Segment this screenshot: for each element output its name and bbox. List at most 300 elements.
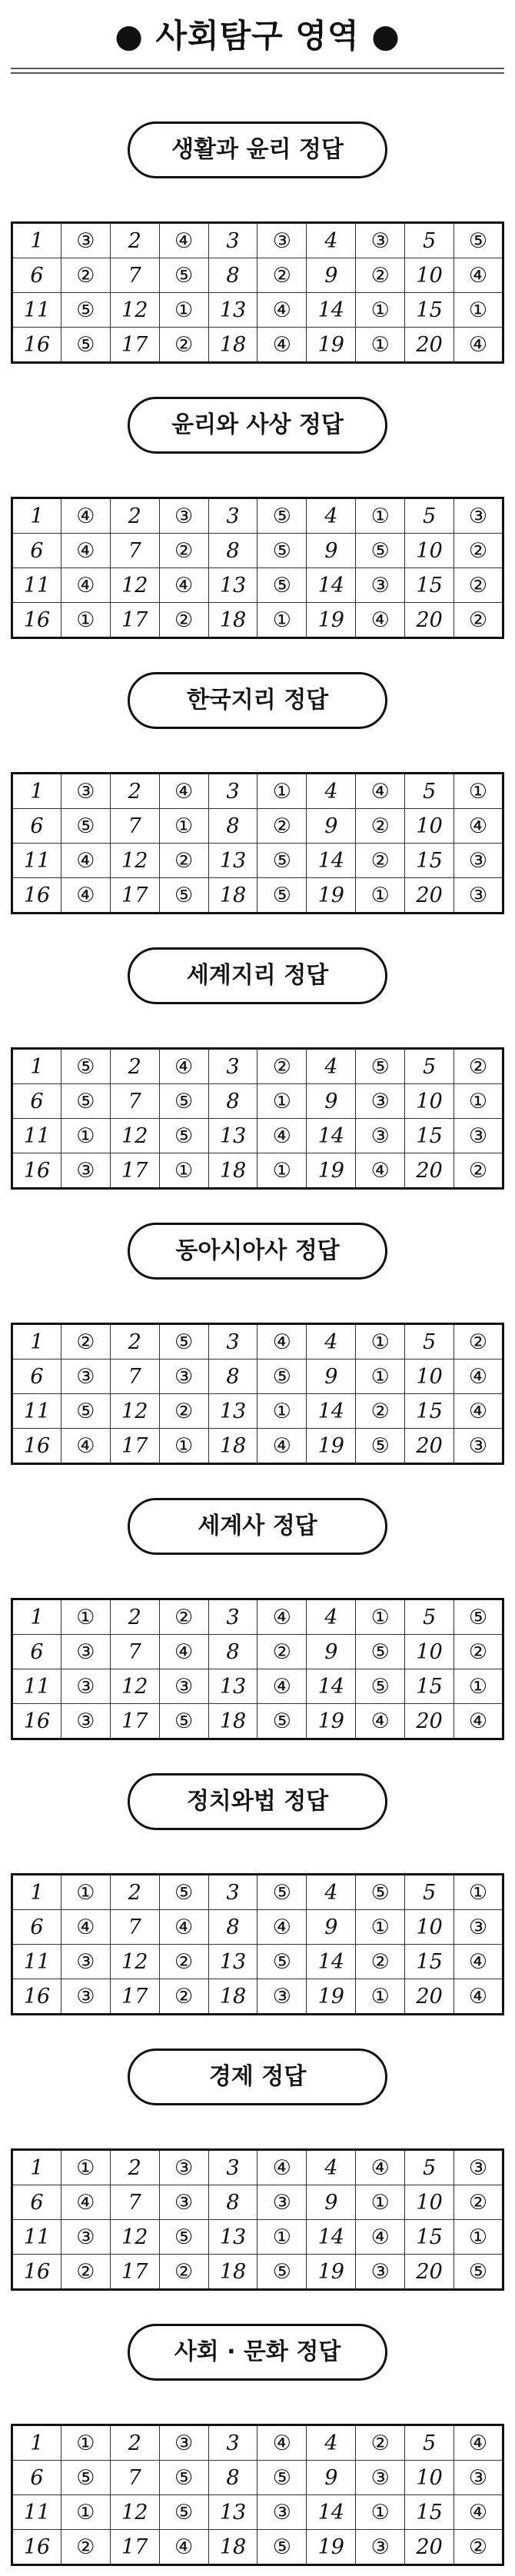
answer-cell: ① — [356, 498, 405, 534]
question-number: 18 — [208, 1429, 258, 1464]
answer-cell: ④ — [159, 774, 208, 809]
answer-cell: ② — [356, 1945, 405, 1979]
answer-cell: ① — [61, 2425, 110, 2461]
answer-cell: ③ — [61, 1979, 110, 2015]
answer-cell: ③ — [159, 498, 208, 534]
answer-cell: ③ — [61, 1360, 110, 1394]
question-number: 20 — [405, 2530, 454, 2565]
answer-cell: ② — [454, 1153, 503, 1189]
answer-cell: ③ — [61, 1635, 110, 1669]
answer-cell: ② — [454, 1049, 503, 1084]
header-rule-top — [11, 68, 504, 69]
answer-cell: ④ — [454, 1394, 503, 1429]
question-number: 11 — [12, 2220, 61, 2255]
question-number: 18 — [208, 2255, 258, 2290]
answer-cell: ② — [356, 258, 405, 293]
question-number: 4 — [307, 2425, 356, 2461]
question-number: 17 — [110, 2255, 159, 2290]
section-title: 정치와법 정답 — [128, 1773, 387, 1830]
question-number: 7 — [110, 258, 159, 293]
table-row — [12, 2255, 503, 2290]
answer-cell: ① — [356, 2185, 405, 2220]
question-number: 15 — [405, 568, 454, 603]
answer-cell: ⑤ — [258, 568, 307, 603]
question-number: 15 — [405, 293, 454, 328]
answer-cell: ① — [454, 1084, 503, 1119]
question-number: 19 — [307, 1429, 356, 1464]
answer-cell: ② — [159, 1945, 208, 1979]
table-row — [12, 809, 503, 844]
question-number: 3 — [208, 1049, 258, 1084]
answer-cell: ③ — [258, 2495, 307, 2530]
question-number: 12 — [110, 844, 159, 878]
question-number: 4 — [307, 1324, 356, 1360]
answer-cell: ④ — [454, 328, 503, 363]
question-number: 1 — [12, 223, 61, 258]
question-number: 8 — [208, 1635, 258, 1669]
table-row — [12, 878, 503, 914]
question-number: 2 — [110, 498, 159, 534]
question-number: 17 — [110, 1979, 159, 2015]
answer-section — [11, 121, 504, 374]
answer-cell: ④ — [258, 1119, 307, 1153]
answer-cell: ⑤ — [258, 844, 307, 878]
question-number: 2 — [110, 1324, 159, 1360]
answer-cell: ⑤ — [356, 1669, 405, 1704]
question-number: 5 — [405, 223, 454, 258]
question-number: 5 — [405, 1049, 454, 1084]
question-number: 4 — [307, 1599, 356, 1635]
answer-cell: ⑤ — [159, 1119, 208, 1153]
answer-cell: ④ — [356, 774, 405, 809]
answer-cell: ⑤ — [159, 1704, 208, 1739]
question-number: 7 — [110, 2185, 159, 2220]
answer-table — [11, 497, 504, 639]
question-number: 5 — [405, 1875, 454, 1910]
question-number: 10 — [405, 1910, 454, 1945]
question-number: 8 — [208, 1910, 258, 1945]
answer-cell: ④ — [454, 1704, 503, 1739]
question-number: 9 — [307, 1910, 356, 1945]
answer-cell: ③ — [61, 1945, 110, 1979]
answer-cell: ⑤ — [159, 1324, 208, 1360]
question-number: 16 — [12, 1704, 61, 1739]
answer-cell: ⑤ — [356, 1635, 405, 1669]
question-number: 14 — [307, 1669, 356, 1704]
question-number: 11 — [12, 2495, 61, 2530]
question-number: 16 — [12, 1153, 61, 1189]
question-number: 17 — [110, 2530, 159, 2565]
table-row — [12, 1875, 503, 1910]
answer-cell: ② — [61, 258, 110, 293]
question-number: 5 — [405, 774, 454, 809]
question-number: 11 — [12, 1669, 61, 1704]
section-title: 경제 정답 — [128, 2048, 387, 2105]
question-number: 16 — [12, 1979, 61, 2015]
question-number: 2 — [110, 2150, 159, 2185]
answer-cell: ④ — [258, 1599, 307, 1635]
question-number: 18 — [208, 1153, 258, 1189]
answer-cell: ④ — [258, 2425, 307, 2461]
answer-cell: ④ — [258, 1324, 307, 1360]
answer-cell: ③ — [61, 1704, 110, 1739]
question-number: 16 — [12, 2530, 61, 2565]
question-number: 18 — [208, 603, 258, 638]
question-number: 5 — [405, 1324, 454, 1360]
question-number: 12 — [110, 293, 159, 328]
table-row — [12, 2495, 503, 2530]
question-number: 4 — [307, 498, 356, 534]
question-number: 10 — [405, 1360, 454, 1394]
question-number: 3 — [208, 1324, 258, 1360]
question-number: 7 — [110, 1635, 159, 1669]
question-number: 14 — [307, 1945, 356, 1979]
question-number: 7 — [110, 809, 159, 844]
question-number: 6 — [12, 2185, 61, 2220]
question-number: 14 — [307, 568, 356, 603]
answer-cell: ⑤ — [159, 2461, 208, 2495]
question-number: 14 — [307, 1119, 356, 1153]
table-row — [12, 1599, 503, 1635]
answer-cell: ② — [159, 534, 208, 568]
table-row — [12, 1429, 503, 1464]
answer-cell: ④ — [258, 2150, 307, 2185]
answer-section — [11, 2048, 504, 2301]
answer-cell: ⑤ — [159, 1084, 208, 1119]
answer-cell: ④ — [454, 1360, 503, 1394]
answer-cell: ③ — [61, 223, 110, 258]
answer-cell: ③ — [258, 1979, 307, 2015]
question-number: 20 — [405, 878, 454, 914]
question-number: 10 — [405, 1084, 454, 1119]
answer-cell: ③ — [356, 2530, 405, 2565]
table-row — [12, 1119, 503, 1153]
answer-cell: ④ — [258, 1910, 307, 1945]
answer-cell: ① — [61, 2495, 110, 2530]
question-number: 18 — [208, 2530, 258, 2565]
table-row — [12, 1979, 503, 2015]
question-number: 8 — [208, 809, 258, 844]
question-number: 20 — [405, 1429, 454, 1464]
question-number: 9 — [307, 1084, 356, 1119]
answer-cell: ② — [356, 809, 405, 844]
answer-cell: ③ — [258, 223, 307, 258]
question-number: 19 — [307, 2255, 356, 2290]
question-number: 17 — [110, 603, 159, 638]
question-number: 19 — [307, 878, 356, 914]
question-number: 9 — [307, 1360, 356, 1394]
answer-cell: ⑤ — [61, 2461, 110, 2495]
answer-cell: ② — [159, 603, 208, 638]
answer-table — [11, 1598, 504, 1740]
question-number: 10 — [405, 809, 454, 844]
answer-section — [11, 1498, 504, 1750]
question-number: 6 — [12, 1360, 61, 1394]
answer-cell: ⑤ — [258, 2530, 307, 2565]
section-title: 동아시아사 정답 — [128, 1223, 387, 1280]
answer-cell: ① — [61, 603, 110, 638]
table-row — [12, 534, 503, 568]
question-number: 1 — [12, 1324, 61, 1360]
question-number: 17 — [110, 878, 159, 914]
answer-cell: ③ — [454, 1910, 503, 1945]
table-row — [12, 2185, 503, 2220]
answer-cell: ⑤ — [356, 534, 405, 568]
question-number: 7 — [110, 1910, 159, 1945]
answer-section — [11, 672, 504, 924]
page-title-text: 사회탐구 영역 — [155, 17, 360, 55]
answer-cell: ① — [159, 1429, 208, 1464]
question-number: 20 — [405, 1979, 454, 2015]
table-row — [12, 1324, 503, 1360]
question-number: 13 — [208, 1119, 258, 1153]
answer-cell: ① — [159, 293, 208, 328]
answer-cell: ④ — [356, 603, 405, 638]
answer-cell: ② — [258, 258, 307, 293]
question-number: 8 — [208, 534, 258, 568]
answer-cell: ③ — [61, 1153, 110, 1189]
question-number: 10 — [405, 2185, 454, 2220]
answer-cell: ③ — [454, 844, 503, 878]
question-number: 13 — [208, 1394, 258, 1429]
answer-cell: ① — [356, 1910, 405, 1945]
question-number: 13 — [208, 1945, 258, 1979]
answer-cell: ⑤ — [258, 1360, 307, 1394]
answer-section — [11, 1223, 504, 1475]
question-number: 6 — [12, 2461, 61, 2495]
question-number: 15 — [405, 1394, 454, 1429]
answer-cell: ④ — [454, 809, 503, 844]
question-number: 15 — [405, 844, 454, 878]
answer-cell: ④ — [61, 568, 110, 603]
answer-cell: ④ — [61, 534, 110, 568]
question-number: 8 — [208, 1084, 258, 1119]
answer-cell: ⑤ — [258, 1704, 307, 1739]
answer-table — [11, 2424, 504, 2566]
question-number: 18 — [208, 1979, 258, 2015]
section-title: 한국지리 정답 — [128, 672, 387, 729]
question-number: 2 — [110, 1875, 159, 1910]
answer-cell: ④ — [258, 328, 307, 363]
question-number: 3 — [208, 2425, 258, 2461]
answer-cell: ③ — [61, 774, 110, 809]
question-number: 12 — [110, 1119, 159, 1153]
question-number: 12 — [110, 2495, 159, 2530]
question-number: 5 — [405, 2150, 454, 2185]
answer-cell: ⑤ — [258, 878, 307, 914]
question-number: 20 — [405, 603, 454, 638]
question-number: 13 — [208, 293, 258, 328]
answer-cell: ⑤ — [61, 1049, 110, 1084]
answer-cell: ⑤ — [61, 1084, 110, 1119]
question-number: 1 — [12, 1599, 61, 1635]
answer-cell: ⑤ — [61, 293, 110, 328]
question-number: 13 — [208, 2220, 258, 2255]
table-row — [12, 1394, 503, 1429]
question-number: 7 — [110, 1084, 159, 1119]
question-number: 19 — [307, 2530, 356, 2565]
question-number: 2 — [110, 1599, 159, 1635]
answer-cell: ④ — [61, 498, 110, 534]
answer-cell: ⑤ — [258, 2461, 307, 2495]
section-title: 사회 · 문화 정답 — [128, 2324, 387, 2381]
question-number: 13 — [208, 2495, 258, 2530]
answer-cell: ② — [258, 1635, 307, 1669]
answer-cell: ⑤ — [258, 534, 307, 568]
answer-table — [11, 1323, 504, 1465]
question-number: 4 — [307, 1049, 356, 1084]
question-number: 16 — [12, 878, 61, 914]
answer-table — [11, 772, 504, 914]
question-number: 10 — [405, 258, 454, 293]
answer-cell: ④ — [61, 878, 110, 914]
table-row — [12, 1084, 503, 1119]
answer-cell: ⑤ — [61, 328, 110, 363]
answer-cell: ④ — [159, 223, 208, 258]
question-number: 13 — [208, 1669, 258, 1704]
section-title: 세계사 정답 — [128, 1498, 387, 1555]
bullet-right: ● — [371, 17, 400, 55]
question-number: 8 — [208, 1360, 258, 1394]
answer-cell: ② — [61, 1324, 110, 1360]
answer-cell: ② — [454, 1324, 503, 1360]
answer-cell: ② — [454, 568, 503, 603]
answer-cell: ④ — [61, 1429, 110, 1464]
answer-cell: ② — [356, 1394, 405, 1429]
question-number: 11 — [12, 1394, 61, 1429]
question-number: 16 — [12, 2255, 61, 2290]
answer-cell: ③ — [454, 2461, 503, 2495]
question-number: 12 — [110, 1394, 159, 1429]
table-row — [12, 258, 503, 293]
question-number: 10 — [405, 1635, 454, 1669]
answer-cell: ④ — [159, 1049, 208, 1084]
answer-cell: ④ — [454, 2495, 503, 2530]
table-row — [12, 1635, 503, 1669]
answer-cell: ③ — [454, 2150, 503, 2185]
question-number: 9 — [307, 2185, 356, 2220]
table-row — [12, 1910, 503, 1945]
question-number: 1 — [12, 1049, 61, 1084]
question-number: 12 — [110, 1669, 159, 1704]
question-number: 9 — [307, 2461, 356, 2495]
question-number: 15 — [405, 2495, 454, 2530]
answer-cell: ② — [159, 328, 208, 363]
table-row — [12, 844, 503, 878]
question-number: 19 — [307, 328, 356, 363]
answer-cell: ② — [258, 1049, 307, 1084]
answer-cell: ① — [61, 1599, 110, 1635]
question-number: 16 — [12, 328, 61, 363]
answer-cell: ④ — [61, 844, 110, 878]
answer-cell: ③ — [454, 878, 503, 914]
question-number: 8 — [208, 258, 258, 293]
answer-cell: ① — [258, 1153, 307, 1189]
question-number: 2 — [110, 223, 159, 258]
question-number: 6 — [12, 1635, 61, 1669]
question-number: 20 — [405, 1153, 454, 1189]
question-number: 14 — [307, 293, 356, 328]
question-number: 5 — [405, 1599, 454, 1635]
question-number: 6 — [12, 1910, 61, 1945]
question-number: 11 — [12, 1945, 61, 1979]
section-title: 세계지리 정답 — [128, 947, 387, 1004]
answer-cell: ③ — [356, 223, 405, 258]
question-number: 16 — [12, 603, 61, 638]
question-number: 9 — [307, 1635, 356, 1669]
table-row — [12, 293, 503, 328]
question-number: 14 — [307, 2220, 356, 2255]
question-number: 20 — [405, 328, 454, 363]
question-number: 12 — [110, 568, 159, 603]
answer-table — [11, 1047, 504, 1190]
answer-cell: ② — [61, 2255, 110, 2290]
answer-cell: ② — [454, 534, 503, 568]
question-number: 19 — [307, 1979, 356, 2015]
answer-cell: ④ — [61, 1910, 110, 1945]
answer-cell: ② — [159, 844, 208, 878]
answer-cell: ④ — [258, 293, 307, 328]
question-number: 6 — [12, 809, 61, 844]
answer-cell: ① — [356, 293, 405, 328]
question-number: 8 — [208, 2185, 258, 2220]
question-number: 7 — [110, 2461, 159, 2495]
answer-cell: ④ — [159, 2530, 208, 2565]
answer-cell: ⑤ — [159, 878, 208, 914]
question-number: 20 — [405, 2255, 454, 2290]
answer-cell: ① — [258, 1084, 307, 1119]
answer-section — [11, 2324, 504, 2576]
table-row — [12, 2425, 503, 2461]
answer-cell: ③ — [61, 1669, 110, 1704]
question-number: 19 — [307, 603, 356, 638]
question-number: 18 — [208, 1704, 258, 1739]
table-row — [12, 1153, 503, 1189]
answer-cell: ① — [258, 774, 307, 809]
answer-cell: ① — [454, 2220, 503, 2255]
answer-cell: ④ — [454, 1945, 503, 1979]
table-row — [12, 774, 503, 809]
answer-cell: ⑤ — [454, 1599, 503, 1635]
answer-cell: ⑤ — [159, 2495, 208, 2530]
answer-cell: ① — [356, 328, 405, 363]
answer-cell: ① — [356, 1324, 405, 1360]
question-number: 6 — [12, 1084, 61, 1119]
question-number: 4 — [307, 223, 356, 258]
answer-cell: ① — [61, 1119, 110, 1153]
page-title — [11, 11, 504, 62]
answer-cell: ⑤ — [159, 2220, 208, 2255]
answer-cell: ④ — [258, 1429, 307, 1464]
question-number: 11 — [12, 1119, 61, 1153]
table-row — [12, 1945, 503, 1979]
question-number: 15 — [405, 1669, 454, 1704]
answer-cell: ① — [454, 293, 503, 328]
answer-cell: ⑤ — [454, 2255, 503, 2290]
answer-cell: ④ — [454, 1979, 503, 2015]
question-number: 5 — [405, 2425, 454, 2461]
question-number: 18 — [208, 878, 258, 914]
answer-cell: ④ — [454, 258, 503, 293]
question-number: 3 — [208, 223, 258, 258]
answer-cell: ③ — [454, 498, 503, 534]
question-number: 11 — [12, 568, 61, 603]
answer-cell: ④ — [159, 1635, 208, 1669]
answer-cell: ② — [159, 1394, 208, 1429]
question-number: 6 — [12, 534, 61, 568]
answer-cell: ② — [159, 1599, 208, 1635]
question-number: 2 — [110, 1049, 159, 1084]
